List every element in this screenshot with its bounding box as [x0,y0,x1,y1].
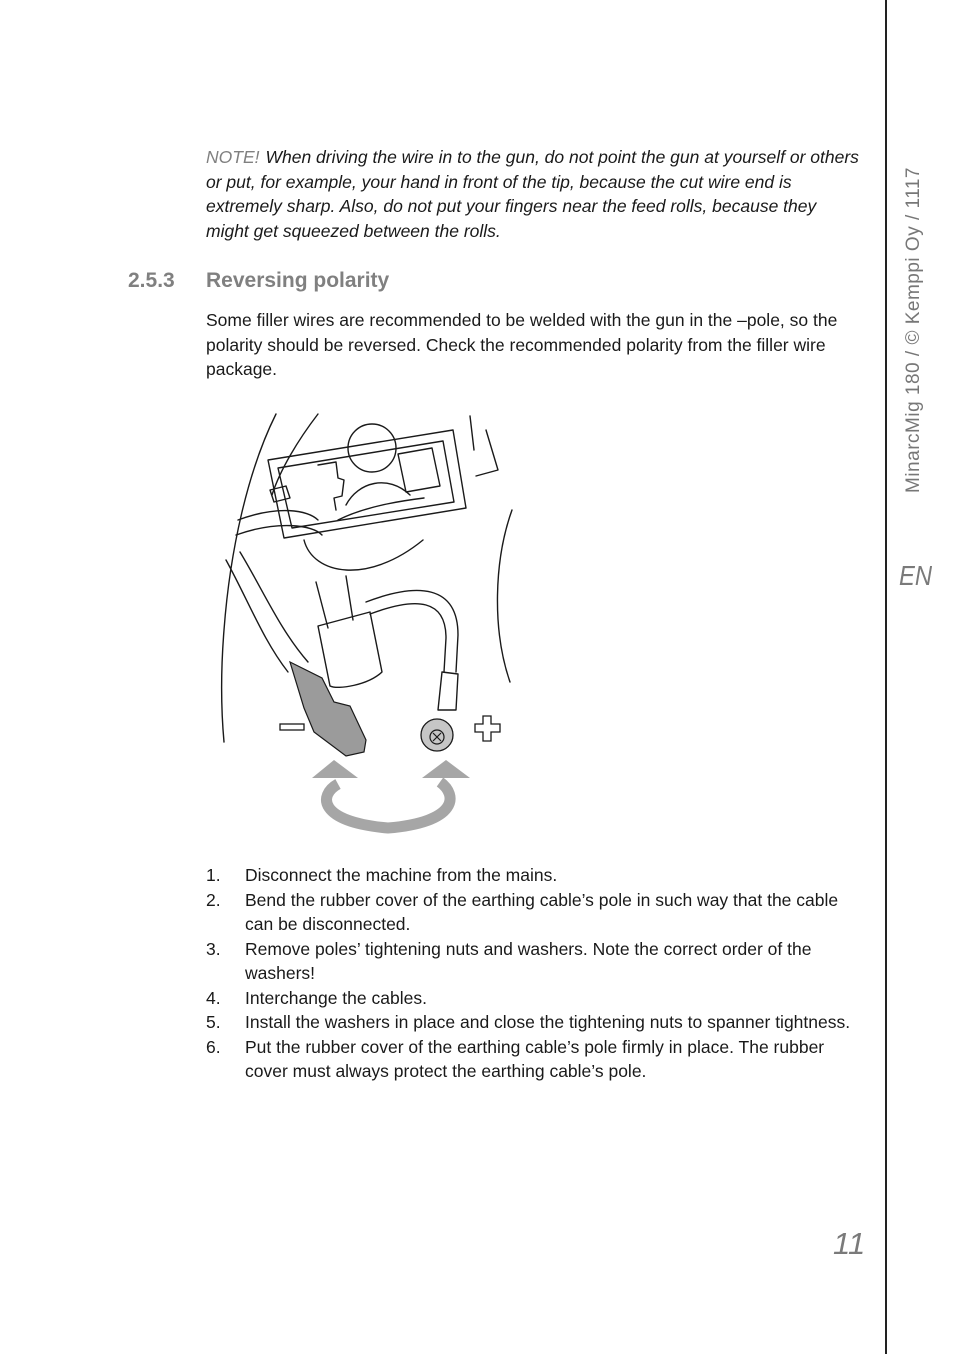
section-number: 2.5.3 [128,269,175,292]
document-reference: MinarcMig 180 / © Kemppi Oy / 1117 [903,167,924,493]
plus-sign-icon [475,716,500,741]
plus-terminal-stud [421,719,453,751]
housing-line [272,414,318,495]
step-text: Install the washers in place and close the tightening nuts to spanner tightness. [245,1012,851,1032]
page-number: 11 [833,1226,866,1261]
cable-right-inner [370,604,446,672]
language-tag: EN [899,560,933,591]
housing-line [476,430,498,476]
step-number: 5. [206,1012,221,1032]
housing-edge-right [497,510,512,682]
cable-left-outer [226,560,288,672]
cable-sleeve [346,576,353,620]
step-text: Bend the rubber cover of the earthing cable’s pole in such way that the cable can be disconnected. [245,889,839,934]
bracket [318,462,344,510]
page-divider-line [885,0,887,1354]
section-intro: Some filler wires are recommended to be welded with the gun in the –pole, so the polarity should be reversed. Check the recommended polarity from the filler wire package. [206,310,838,379]
list-item [206,1035,856,1084]
steps-list [206,863,856,1084]
step-text: Remove poles’ tightening nuts and washers. Note the correct order of the washers! [245,938,812,983]
polarity-illustration [218,410,518,835]
step-number: 4. [206,987,221,1008]
note-text: When driving the wire in to the gun, do not point the gun at yourself or others or put, for example, your hand in front of the tip, because the cut wire end is extremely sharp. Also, do not put your fingers near the feed rolls, because they might get squeezed between the rolls. [206,147,859,241]
swap-arrow-icon [312,760,470,828]
list-item [206,1010,856,1035]
list-item [206,937,856,986]
step-text: Put the rubber cover of the earthing cable’s pole firmly in place. The rubber cover must always protect the earthing cable’s pole. [245,1036,825,1081]
cable-lug [438,672,458,710]
step-text: Interchange the cables. [245,987,427,1008]
step-number: 3. [206,938,221,959]
mount-hole [348,424,396,472]
note-label: NOTE! [206,147,260,167]
safety-note [206,145,861,243]
list-item [206,863,856,888]
side-plate [398,448,440,492]
polarity-diagram [218,410,518,835]
minus-sign-icon [280,724,304,730]
housing-line [470,416,474,450]
section-heading [128,269,389,293]
step-text: Disconnect the machine from the mains. [245,865,558,885]
housing-curve [304,540,423,570]
cable-sleeve [316,582,328,628]
housing-edge-left [222,414,276,742]
step-number: 1. [206,865,221,885]
list-item [206,888,856,937]
section-title: Reversing polarity [206,269,390,292]
terminal-block [268,430,466,538]
step-number: 2. [206,889,221,910]
step-number: 6. [206,1036,221,1057]
rubber-cover [318,612,382,687]
list-item [206,986,856,1011]
